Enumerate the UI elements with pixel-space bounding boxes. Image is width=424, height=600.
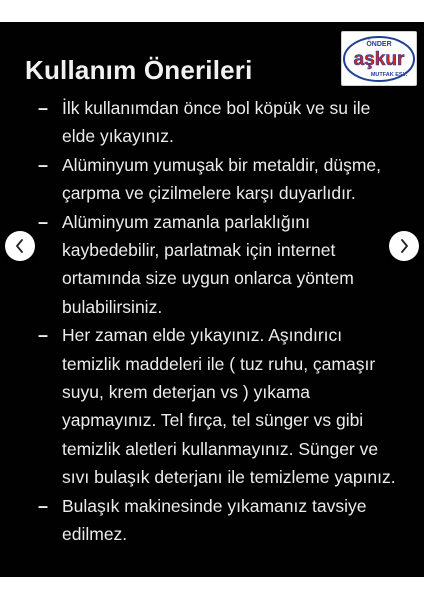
page-title: Kullanım Önerileri (25, 55, 253, 85)
bullet-dash: – (38, 325, 49, 346)
next-image-button[interactable] (389, 231, 419, 261)
bullet-dash: – (38, 154, 49, 175)
list-item-text-line: elde yıkayınız. (62, 126, 174, 147)
list-item-text-line: Her zaman elde yıkayınız. Aşındırıcı (62, 325, 343, 346)
list-item-text-line: Alüminyum yumuşak bir metaldir, düşme, (62, 154, 381, 175)
logo-top-text: ÖNDER (366, 41, 392, 48)
product-image-panel (0, 22, 424, 577)
list-item (0, 151, 424, 208)
chevron-right-icon (398, 239, 410, 253)
list-item-text-line: temizlik maddeleri ile ( tuz ruhu, çamaşır (62, 353, 376, 374)
list-item-text-line: kaybedebilir, parlatmak için internet (62, 240, 336, 261)
list-item-text-line: çarpma ve çizilmelere karşı duyarlıdır. (62, 183, 356, 204)
list-item-text-line: edilmez. (62, 524, 128, 545)
bullet-dash: – (38, 211, 49, 232)
list-item-text-line: suyu, krem deterjan vs ) yıkama (62, 382, 310, 403)
list-item-text-line: Alüminyum zamanla parlaklığını (62, 211, 311, 232)
usage-tips-list (0, 94, 424, 549)
list-item-text-line: yapmayınız. Tel fırça, tel sünger vs gibi (62, 410, 364, 431)
bullet-dash: – (38, 98, 49, 118)
logo-sub-text: MUTFAK EŞY. (370, 72, 408, 78)
logo-brand-text: aşkur (353, 49, 405, 70)
list-item (0, 94, 424, 151)
list-item (0, 208, 424, 322)
chevron-left-icon (14, 239, 26, 253)
previous-image-button[interactable] (5, 231, 35, 261)
list-item (0, 492, 424, 549)
list-item (0, 321, 424, 491)
list-item-text-line: bulabilirsiniz. (62, 296, 163, 317)
list-item-text-line: Bulaşık makinesinde yıkamanız tavsiye (62, 495, 367, 516)
brand-logo (341, 31, 417, 86)
list-item-text-line: sıvı bulaşık deterjanı ile temizleme yapınız. (62, 467, 396, 488)
bullet-dash: – (38, 495, 49, 516)
list-item-text-line: ortamında size uygun onlarca yöntem (62, 268, 354, 289)
list-item-text-line: İlk kullanımdan önce bol köpük ve su ile (62, 98, 371, 118)
list-item-text-line: temizlik aletleri kullanmayınız. Sünger ve (62, 438, 379, 459)
